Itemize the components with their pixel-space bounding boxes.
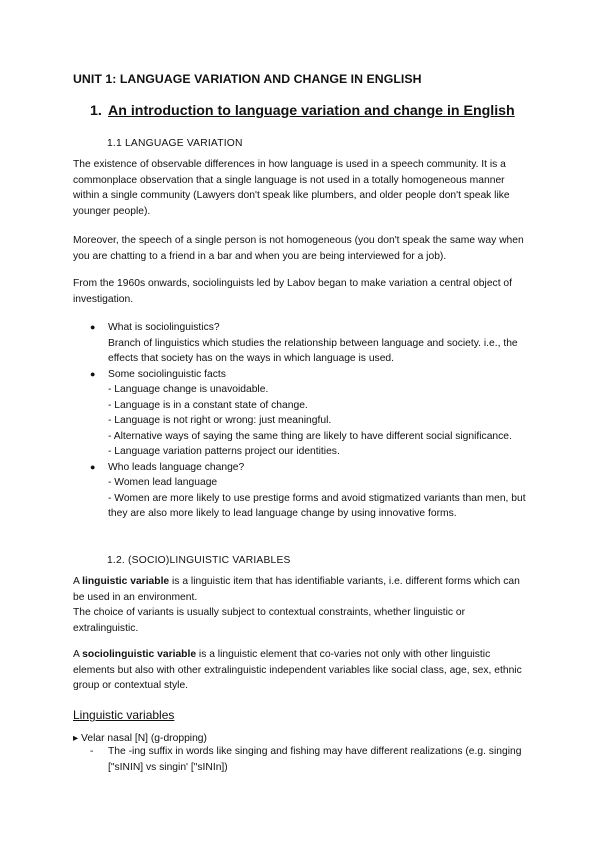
list-item-title: What is sociolinguistics? <box>108 322 220 333</box>
section-heading <box>90 103 515 119</box>
paragraph-contextual-constraints: The choice of variants is usually subject to contextual constraints, whether linguistic or extralinguistic. <box>73 607 466 634</box>
paragraph-labov: From the 1960s onwards, sociolinguists led by Labov began to make variation a central object of investigation. <box>73 278 513 305</box>
bullet-icon: ● <box>90 368 96 379</box>
bullet-icon: ● <box>90 322 96 332</box>
list-item-line: Branch of linguistics which studies the relationship between language and society. i.e., the effects that society has on the ways in which language is used. <box>108 337 518 364</box>
list-item-line: - Language variation patterns project our identities. <box>108 446 340 457</box>
unit-title: UNIT 1: LANGUAGE VARIATION AND CHANGE IN ENGLISH <box>73 72 422 86</box>
text-run: is a linguistic element that co-varies not only with other linguistic elements but also with other extralinguistic independent variables like social class, age, sex, ethnic group or contextual style. <box>73 649 522 691</box>
section-title: An introduction to language variation and change in English <box>108 103 515 119</box>
list-item-line: - Alternative ways of saying the same thing are likely to have different social significance. <box>108 430 512 442</box>
text-run: A <box>73 649 83 660</box>
bullet-list <box>90 320 530 522</box>
list-item-line: - Language is not right or wrong: just meaningful. <box>108 415 332 426</box>
list-item <box>90 320 530 367</box>
variable-detail <box>90 744 530 775</box>
linguistic-variables-heading: Linguistic variables <box>73 708 175 722</box>
list-item-title: Who leads language change? <box>108 461 245 473</box>
section-number: 1. <box>90 103 102 119</box>
list-item-line: - Language is in a constant state of change. <box>108 399 308 411</box>
list-item-line: - Women lead language <box>108 477 218 488</box>
variable-item <box>73 732 207 744</box>
paragraph-sociolinguistic-variable <box>73 647 533 694</box>
term-sociolinguistic-variable: sociolinguistic variable <box>82 649 197 660</box>
subsection-heading-language-variation: 1.1 LANGUAGE VARIATION <box>107 138 243 149</box>
dash-bullet: - <box>90 746 94 757</box>
subsection-heading-variables: 1.2. (SOCIO)LINGUISTIC VARIABLES <box>107 555 291 566</box>
bullet-icon: ● <box>90 461 96 472</box>
paragraph-linguistic-variable <box>73 574 533 636</box>
paragraph-single-person: Moreover, the speech of a single person is not homogeneous (you don't speak the same way when you are chatting to a friend in a bar and when you are being interviewed for a job). <box>73 235 524 262</box>
list-item <box>90 460 530 522</box>
list-item-title: Some sociolinguistic facts <box>108 368 226 380</box>
list-item-line: - Women are more likely to use prestige forms and avoid stigmatized variants than men, but they are also more likely to lead language change by using innovative forms. <box>108 492 526 519</box>
arrow-bullet-icon: ▸ <box>73 733 79 744</box>
list-item-line: - Language change is unavoidable. <box>108 384 269 395</box>
variable-detail-text: The -ing suffix in words like singing and fishing may have different realizations (e.g. singing ["sININ] vs singin' ["sINIn]) <box>108 746 522 773</box>
text-run: is a linguistic item that has identifiable variants, i.e. different forms which can be used in an environment. <box>73 576 520 603</box>
variable-item-label: Velar nasal [N] (g-dropping) <box>81 733 207 744</box>
term-linguistic-variable: linguistic variable <box>82 576 170 587</box>
text-run: A <box>73 576 83 587</box>
list-item <box>90 367 530 460</box>
paragraph-definition: The existence of observable differences in how language is used in a speech community. It is a commonplace observation that a single language is not used in a totally homogeneous manner within a single community (Lawyers don't speak like plumbers, and older people don't speak like younger people). <box>73 159 510 217</box>
